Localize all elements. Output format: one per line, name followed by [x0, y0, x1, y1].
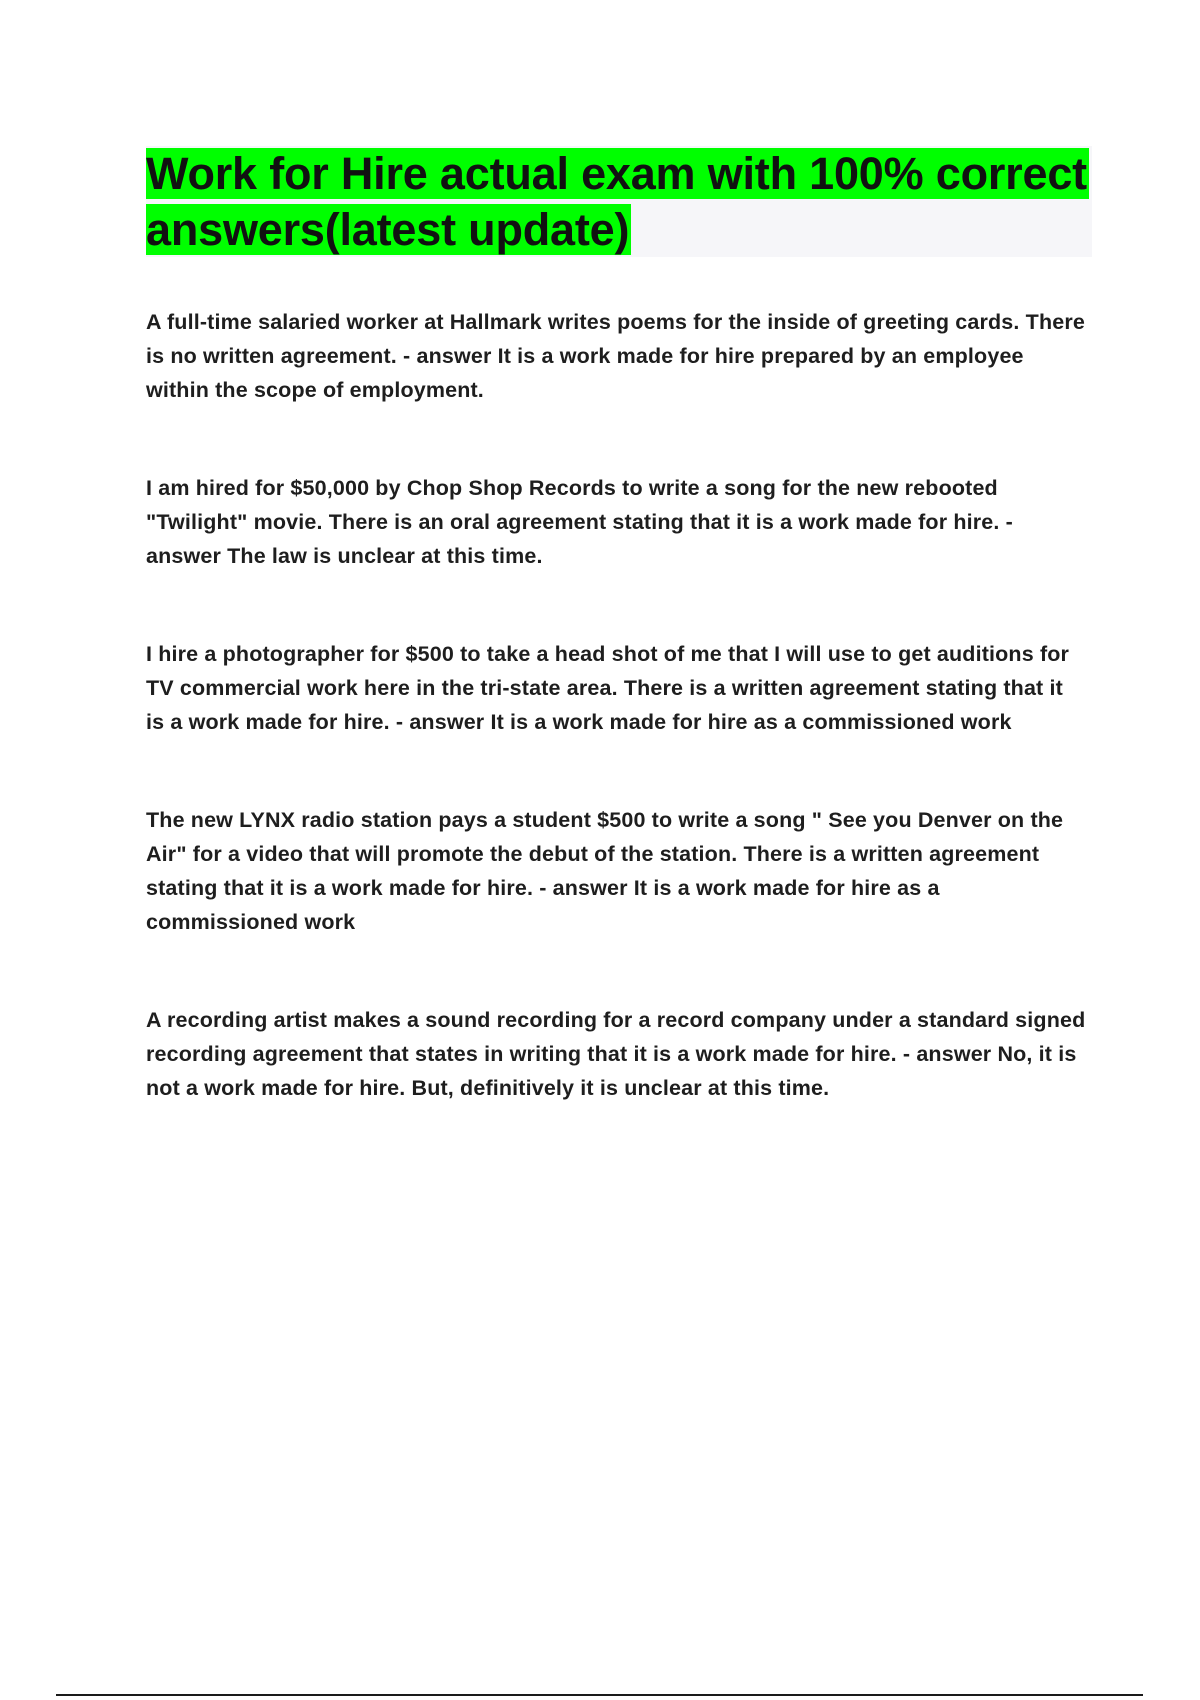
- qa-item: [146, 471, 1086, 573]
- answer-separator: - answer: [896, 1042, 998, 1066]
- question-text: I am hired for $50,000 by Chop Shop Records to write a song for the new rebooted "Twilight" movie. There is an oral agreement stating that it is a work made for hire.: [146, 476, 1000, 534]
- answer-separator: - answer: [396, 344, 498, 368]
- question-text: A recording artist makes a sound recording for a record company under a standard signed recording agreement that states in writing that it is a work made for hire.: [146, 1008, 1086, 1066]
- answer-text: No, it is not a work made for hire. But, definitively it is unclear at this time.: [146, 1042, 1077, 1100]
- qa-item: [146, 637, 1086, 739]
- question-text: I hire a photographer for $500 to take a head shot of me that I will use to get auditions for TV commercial work here in the tri-state area. There is a written agreement stating that it is a work made for hire.: [146, 642, 1070, 734]
- title-highlight: Work for Hire actual exam with 100% correct answers(latest update): [146, 148, 1087, 255]
- qa-item: [146, 305, 1086, 407]
- answer-separator: - answer: [389, 710, 491, 734]
- answer-text: It is a work made for hire prepared by an employee within the scope of employment.: [146, 344, 1024, 402]
- question-text: The new LYNX radio station pays a student $500 to write a song " See you Denver on the Air" for a video that will promote the debut of the station. There is a written agreement stating that it is a work made for hire.: [146, 808, 1064, 900]
- answer-text: It is a work made for hire as a commissioned work: [146, 876, 940, 934]
- question-text: A full-time salaried worker at Hallmark writes poems for the inside of greeting cards. There is no written agreement.: [146, 310, 1085, 368]
- footer-divider: [56, 1694, 1143, 1696]
- answer-separator: - answer: [146, 510, 1013, 568]
- answer-text: The law is unclear at this time.: [227, 544, 543, 568]
- qa-item: [146, 803, 1086, 939]
- qa-item: [146, 1003, 1086, 1105]
- qa-list: [146, 305, 1086, 1105]
- title-block: [146, 146, 1092, 257]
- answer-text: It is a work made for hire as a commissioned work: [490, 710, 1012, 734]
- page-title: [146, 146, 1092, 258]
- answer-separator: - answer: [533, 876, 634, 900]
